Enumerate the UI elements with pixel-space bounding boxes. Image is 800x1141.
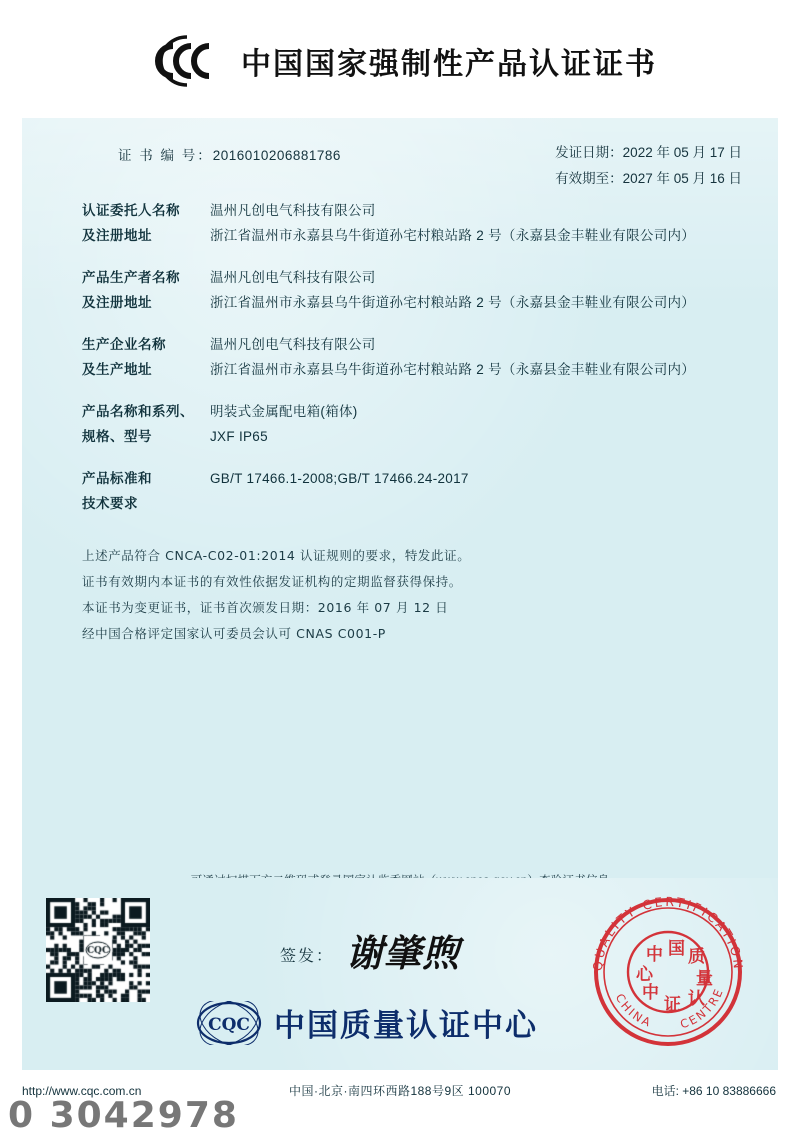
valid-until-row <box>555 166 742 192</box>
statement-block <box>82 543 722 647</box>
field-value-line2: 浙江省温州市永嘉县乌牛街道孙宅村粮站路 2 号（永嘉县金丰鞋业有限公司内） <box>210 295 696 310</box>
field-value-line2: 浙江省温州市永嘉县乌牛街道孙宅村粮站路 2 号（永嘉县金丰鞋业有限公司内） <box>210 228 696 243</box>
svg-text:QUALITY CERTIFICATION: QUALITY CERTIFICATION <box>589 893 747 972</box>
issue-date-row <box>555 140 742 166</box>
field-value-line1: 温州凡创电气科技有限公司 <box>210 203 376 218</box>
field-label <box>82 466 210 516</box>
field-label <box>82 198 210 248</box>
svg-text:质: 质 <box>688 947 705 967</box>
field-label <box>82 332 210 382</box>
footer-address: 中国·北京·南四环西路188号9区 100070 <box>288 1084 512 1098</box>
field-value-line2: JXF IP65 <box>210 429 268 444</box>
field-value-line1: 温州凡创电气科技有限公司 <box>210 337 376 352</box>
statement-line-2: 证书有效期内本证书的有效性依据发证机构的定期监督获得保持。 <box>82 574 462 589</box>
svg-text:中: 中 <box>646 945 663 965</box>
field-value-line2: 浙江省温州市永嘉县乌牛街道孙宅村粮站路 2 号（永嘉县金丰鞋业有限公司内） <box>210 362 696 377</box>
field-label-line2: 技术要求 <box>82 496 138 511</box>
issue-date-label: 发证日期： <box>555 145 623 160</box>
valid-until-label: 有效期至： <box>555 171 623 186</box>
field-label-line1: 产品标准和 <box>82 471 152 486</box>
svg-text:国: 国 <box>668 939 685 959</box>
field-applicant <box>82 198 742 248</box>
field-standards <box>82 466 742 516</box>
document-header <box>0 26 800 96</box>
field-manufacturer <box>82 265 742 315</box>
footer-website[interactable]: http://www.cqc.com.cn <box>22 1083 142 1098</box>
cqc-logo-row <box>196 1000 538 1045</box>
svg-text:认: 认 <box>688 989 705 1009</box>
svg-text:CENTRE: CENTRE <box>678 985 727 1032</box>
certificate-number <box>118 144 341 164</box>
official-seal <box>584 888 752 1056</box>
field-value <box>210 198 695 248</box>
valid-until-value: 2027 年 05 月 16 日 <box>622 171 742 186</box>
field-product-model <box>82 399 742 449</box>
certificate-body-panel <box>22 118 778 878</box>
field-label-line2: 规格、型号 <box>82 429 152 444</box>
field-value <box>210 399 358 449</box>
issue-date-value: 2022 年 05 月 17 日 <box>622 145 742 160</box>
svg-text:中: 中 <box>642 983 659 1003</box>
statement-line-4: 经中国合格评定国家认可委员会认可 CNAS C001-P <box>82 626 386 641</box>
page-title: 中国国家强制性产品认证证书 <box>241 47 657 82</box>
cqc-name: 中国质量认证中心 <box>274 1008 538 1044</box>
field-label-line2: 及生产地址 <box>82 362 152 377</box>
footer-phone: 电话: +86 10 83886666 <box>651 1084 776 1098</box>
field-value <box>210 466 469 516</box>
field-label <box>82 399 210 449</box>
field-label <box>82 265 210 315</box>
svg-text:CHINA: CHINA <box>612 991 655 1031</box>
qr-code <box>46 898 150 1002</box>
field-list <box>82 198 742 533</box>
certificate-dates <box>555 140 742 192</box>
field-value <box>210 265 695 315</box>
signature-name: 谢肇煦 <box>346 931 461 975</box>
signature-label: 签发： <box>280 948 335 965</box>
statement-line-1: 上述产品符合 CNCA-C02-01:2014 认证规则的要求，特发此证。 <box>82 548 471 563</box>
field-value-line1: 温州凡创电气科技有限公司 <box>210 270 376 285</box>
ccc-logo-icon <box>143 33 219 89</box>
field-label-line1: 生产企业名称 <box>82 337 166 352</box>
svg-text:CQC: CQC <box>208 1014 250 1035</box>
field-value-line1: 明装式金属配电箱(箱体) <box>210 404 358 419</box>
statement-line-3: 本证书为变更证书，证书首次颁发日期：2016 年 07 月 12 日 <box>82 600 449 615</box>
field-label-line1: 产品名称和系列、 <box>82 404 194 419</box>
svg-text:量: 量 <box>696 969 713 989</box>
field-value-line1: GB/T 17466.1-2008;GB/T 17466.24-2017 <box>210 471 469 486</box>
svg-text:证: 证 <box>664 995 681 1015</box>
field-label-line1: 产品生产者名称 <box>82 270 180 285</box>
printed-serial-number: 0 3042978 <box>8 1095 239 1136</box>
svg-text:心: 心 <box>636 965 653 985</box>
cqc-mark-icon <box>196 1001 262 1045</box>
field-label-line1: 认证委托人名称 <box>82 203 180 218</box>
signature-block <box>280 931 461 975</box>
certificate-number-value: 2016010206881786 <box>212 148 341 163</box>
certificate-number-label: 证 书 编 号： <box>118 148 213 163</box>
field-value <box>210 332 695 382</box>
field-factory <box>82 332 742 382</box>
field-label-line2: 及注册地址 <box>82 295 152 310</box>
field-label-line2: 及注册地址 <box>82 228 152 243</box>
